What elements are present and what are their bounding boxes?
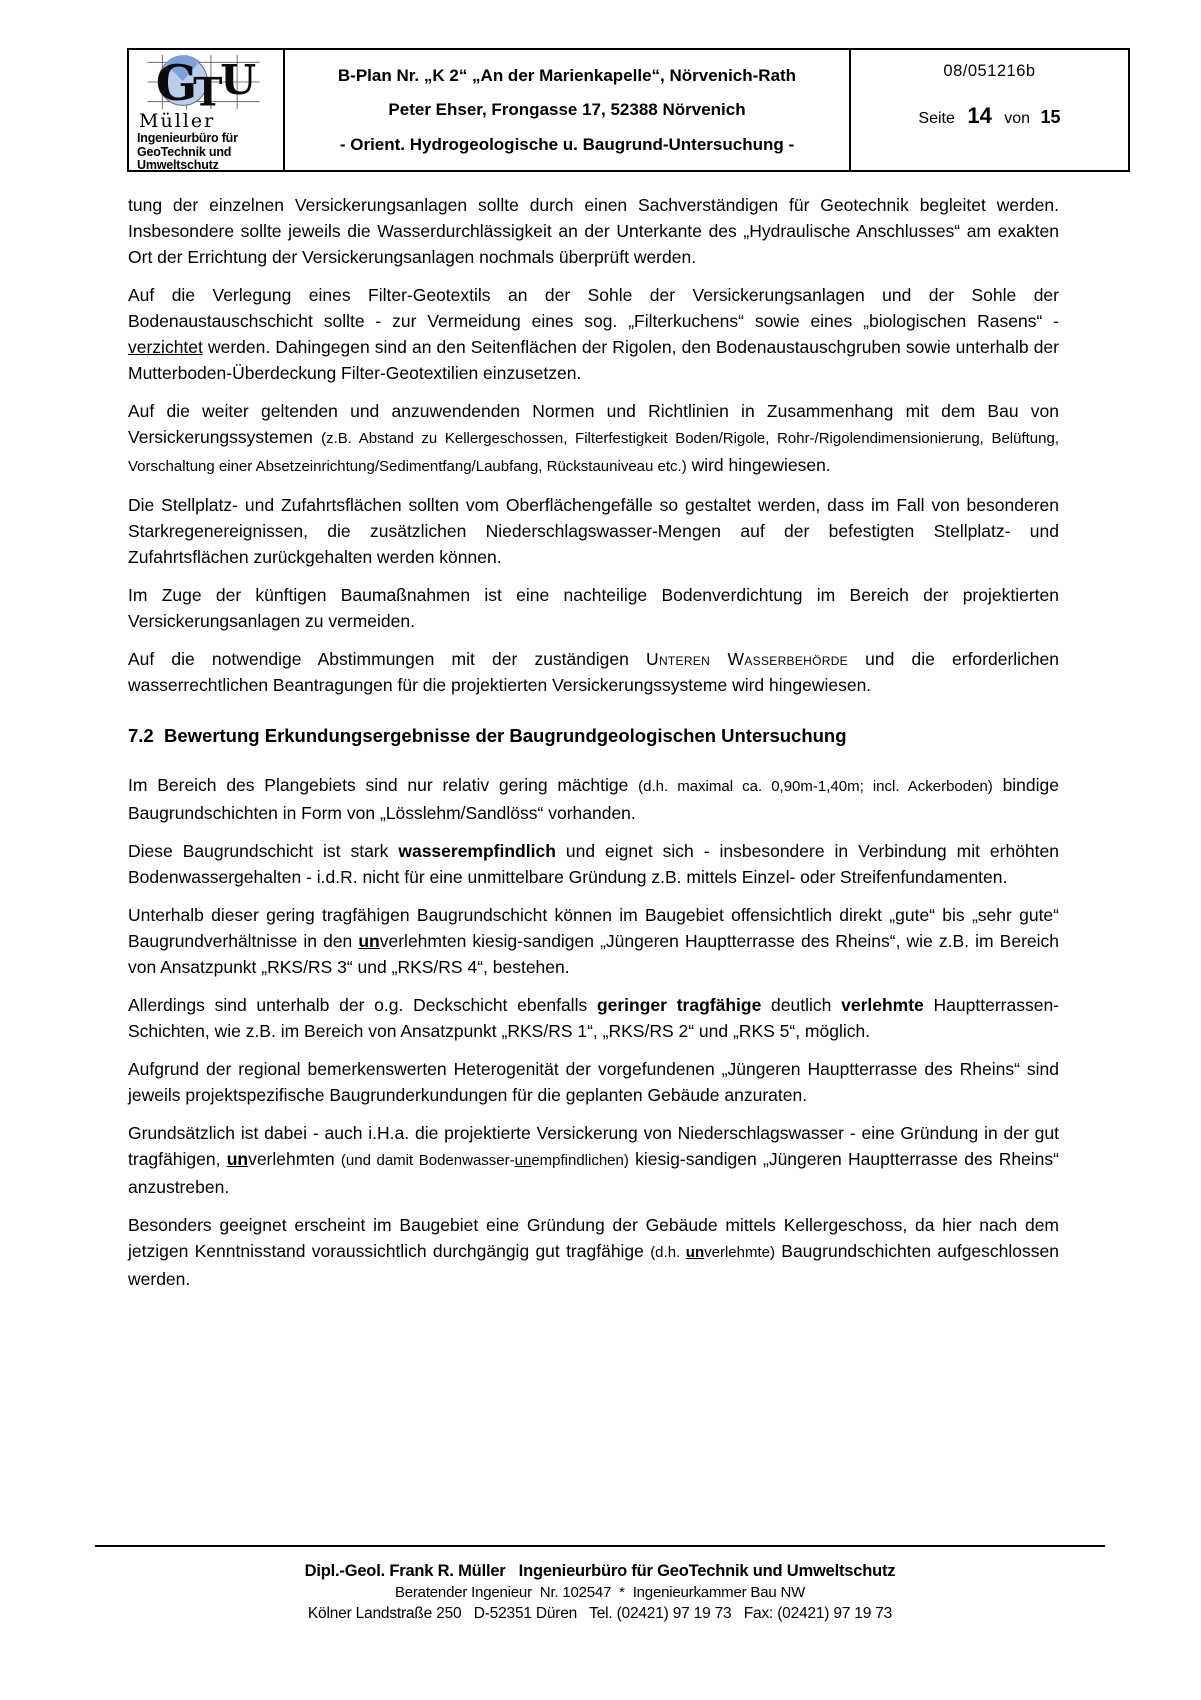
page-total-number: 15 — [1040, 107, 1061, 127]
text-segment: Unterhalb dieser gering tragfähigen Baugrundschicht können im Baugebiet offensichtlich direkt „gute“ bis „sehr gute“ Baugrundverhältnisse in den — [128, 905, 1059, 951]
text-segment: Auf die weiter geltenden und anzuwendenden Normen und Richtlinien in Zusammenhang mit dem Bau von Versickerungssystemen — [128, 401, 1059, 447]
company-logo-cell — [129, 50, 285, 170]
text-segment: Diese Baugrundschicht ist stark — [128, 841, 399, 861]
text-segment: verlehmten kiesig-sandigen „Jüngeren Hauptterrasse des Rheins“, wie z.B. im Bereich von Ansatzpunkt „RKS/RS 3“ und „RKS/RS 4“, bestehen. — [128, 931, 1059, 977]
text-segment: un — [685, 1244, 705, 1261]
paragraph — [128, 772, 1059, 826]
text-segment: Besonders geeignet erscheint im Baugebiet eine Gründung der Gebäude mittels Kellergeschoss, da hier nach dem jetzigen Kenntnisstand voraussichtlich durchgängig gut tragfähige — [128, 1215, 1059, 1261]
logo-subtitle-line-2: GeoTechnik und — [137, 144, 232, 159]
paragraph — [128, 398, 1059, 480]
page-current-number: 14 — [967, 103, 992, 128]
paragraph — [128, 1120, 1059, 1200]
text-segment: Auf die Verlegung eines Filter-Geotextils an der Sohle der Versickerungsanlagen und der Sohle der Bodenaustauschschicht sollte - zur Vermeidung eines sog. „Filterkuchens“ sowie eines „biologischen Rasens“ - — [128, 285, 1059, 331]
footer-address-line: Kölner Landstraße 250 D-52351 Düren Tel. (02421) 97 19 73 Fax: (02421) 97 19 73 — [307, 1605, 893, 1622]
text-segment: (d.h. — [650, 1244, 686, 1261]
text-segment: 7.2 Bewertung Erkundungsergebnisse der Baugrundgeologischen Untersuchung — [128, 725, 847, 746]
text-segment: un — [358, 931, 380, 951]
gtu-logo-icon — [137, 53, 269, 111]
report-title-line-3: - Orient. Hydrogeologische u. Baugrund-Untersuchung - — [339, 135, 795, 155]
paragraph — [128, 282, 1059, 386]
text-segment: (z.B. Abstand zu Kellergeschossen, Filterfestigkeit Boden/Rigole, Rohr-/Rigolendimensionierung, Belüftung, Vorschaltung einer Absetzeinrichtung/Sedimentfang/Laubfang, Rückstauniveau etc.) — [128, 430, 1059, 475]
document-number: 08/051216b — [943, 62, 1036, 80]
footer-registration-line: Beratender Ingenieur Nr. 102547 * Ingenieurkammer Bau NW — [394, 1584, 806, 1601]
text-segment: geringer tragfähige — [596, 995, 762, 1015]
paragraph — [128, 1212, 1059, 1292]
paragraph — [128, 582, 1059, 634]
text-segment: deutlich — [761, 995, 842, 1015]
report-title-line-2: Peter Ehser, Frongasse 17, 52388 Nörvenich — [388, 100, 746, 120]
report-header — [127, 48, 1130, 172]
logo-subtitle-line-3: Umweltschutz — [137, 158, 219, 172]
paragraph — [128, 492, 1059, 570]
text-segment: (d.h. maximal ca. 0,90m-1,40m; incl. Ackerboden) — [638, 778, 993, 795]
text-segment: Hauptterrassen-Schichten, wie z.B. im Bereich von Ansatzpunkt „RKS/RS 1“, „RKS/RS 2“ und „RKS 5“, möglich. — [128, 995, 1060, 1041]
text-segment: verlehmten — [248, 1149, 341, 1169]
text-segment: kiesig-sandigen „Jüngeren Hauptterrasse des Rheins“ anzustreben. — [128, 1149, 1059, 1197]
report-title-cell — [285, 50, 851, 170]
text-segment: Allerdings sind unterhalb der o.g. Deckschicht ebenfalls — [128, 995, 597, 1015]
paragraph — [128, 646, 1059, 698]
svg-text:G: G — [155, 54, 198, 111]
report-footer — [95, 1545, 1105, 1624]
text-segment: Im Bereich des Plangebiets sind nur relativ gering mächtige — [128, 775, 639, 795]
section-heading — [128, 724, 1059, 748]
text-segment: wasserempfindlich — [398, 841, 556, 861]
text-segment: un — [514, 1152, 532, 1169]
page-label: Seite — [918, 110, 955, 127]
paragraph — [128, 1056, 1059, 1108]
svg-text:U: U — [220, 55, 257, 105]
logo-company-name: Müller — [139, 110, 216, 132]
footer-author-line: Dipl.-Geol. Frank R. Müller Ingenieurbüro für GeoTechnik und Umweltschutz — [304, 1562, 896, 1580]
text-segment: verlehmte — [841, 995, 924, 1015]
text-segment: Unteren Wasserbehörde — [646, 649, 848, 669]
text-segment: tung der einzelnen Versickerungsanlagen sollte durch einen Sachverständigen für Geotechnik begleitet werden. Insbesondere sollte jeweils die Wasserdurchlässigkeit an der Unterkante des „Hydraulische Anschlusses“ am exakten Ort der Errichtung der Versickerungsanlagen nochmals überprüft werden. — [128, 195, 1059, 267]
svg-text:T: T — [193, 69, 223, 111]
text-segment: wird hingewiesen. — [686, 455, 831, 475]
text-segment: verzichtet — [128, 337, 203, 357]
body-content — [128, 192, 1059, 1304]
text-segment: Die Stellplatz- und Zufahrtsflächen sollten vom Oberflächengefälle so gestaltet werden, dass im Fall von besonderen Starkregenereignissen, die zusätzlichen Niederschlagswasser-Mengen auf der befestigten Stellplatz- und Zufahrtsflächen zurückgehalten werden können. — [128, 495, 1059, 567]
text-segment: empfindlichen) — [531, 1152, 629, 1169]
text-segment: verlehmte) — [704, 1244, 775, 1261]
text-segment: Aufgrund der regional bemerkenswerten Heterogenität der vorgefundenen „Jüngeren Hauptterrasse des Rheins“ sind jeweils projektspezifische Baugrunderkundungen für die geplanten Gebäude anzuraten. — [128, 1059, 1059, 1105]
logo-subtitle-line-1: Ingenieurbüro für — [137, 131, 238, 145]
text-segment: Grundsätzlich ist dabei - auch i.H.a. die projektierte Versickerung von Niederschlagswasser - eine Gründung in der gut tragfähigen, — [128, 1123, 1059, 1169]
text-segment: Im Zuge der künftigen Baumaßnahmen ist eine nachteilige Bodenverdichtung im Bereich der projektierten Versickerungsanlagen zu vermeiden. — [128, 585, 1059, 631]
report-title-line-1: B-Plan Nr. „K 2“ „An der Marienkapelle“, Nörvenich-Rath — [337, 65, 797, 85]
text-segment: (und damit Bodenwasser- — [340, 1152, 515, 1169]
paragraph — [128, 192, 1059, 270]
text-segment: und eignet sich - insbesondere in Verbindung mit erhöhten Bodenwassergehalten - i.d.R. nicht für eine unmittelbare Gründung z.B. mittels Einzel- oder Streifenfundamenten. — [128, 841, 1059, 887]
page-of-label: von — [1004, 110, 1031, 127]
text-segment: Auf die notwendige Abstimmungen mit der zuständigen — [128, 649, 646, 669]
paragraph — [128, 838, 1059, 890]
paragraph — [128, 902, 1059, 980]
text-segment: und die erforderlichen wasserrechtlichen Beantragungen für die projektierten Versickerungssysteme wird hingewiesen. — [128, 649, 1060, 695]
paragraph — [128, 992, 1059, 1044]
page-indicator — [851, 103, 1128, 129]
text-segment: un — [226, 1149, 249, 1169]
text-segment: werden. Dahingegen sind an den Seitenflächen der Rigolen, den Bodenaustauschgruben sowie unterhalb der Mutterboden-Überdeckung Filter-Geotextilien einzusetzen. — [128, 337, 1059, 383]
text-segment: Baugrundschichten aufgeschlossen werden. — [128, 1241, 1059, 1289]
text-segment: bindige Baugrundschichten in Form von „Lösslehm/Sandlöss“ vorhanden. — [128, 775, 1060, 823]
report-meta-cell — [851, 50, 1128, 170]
